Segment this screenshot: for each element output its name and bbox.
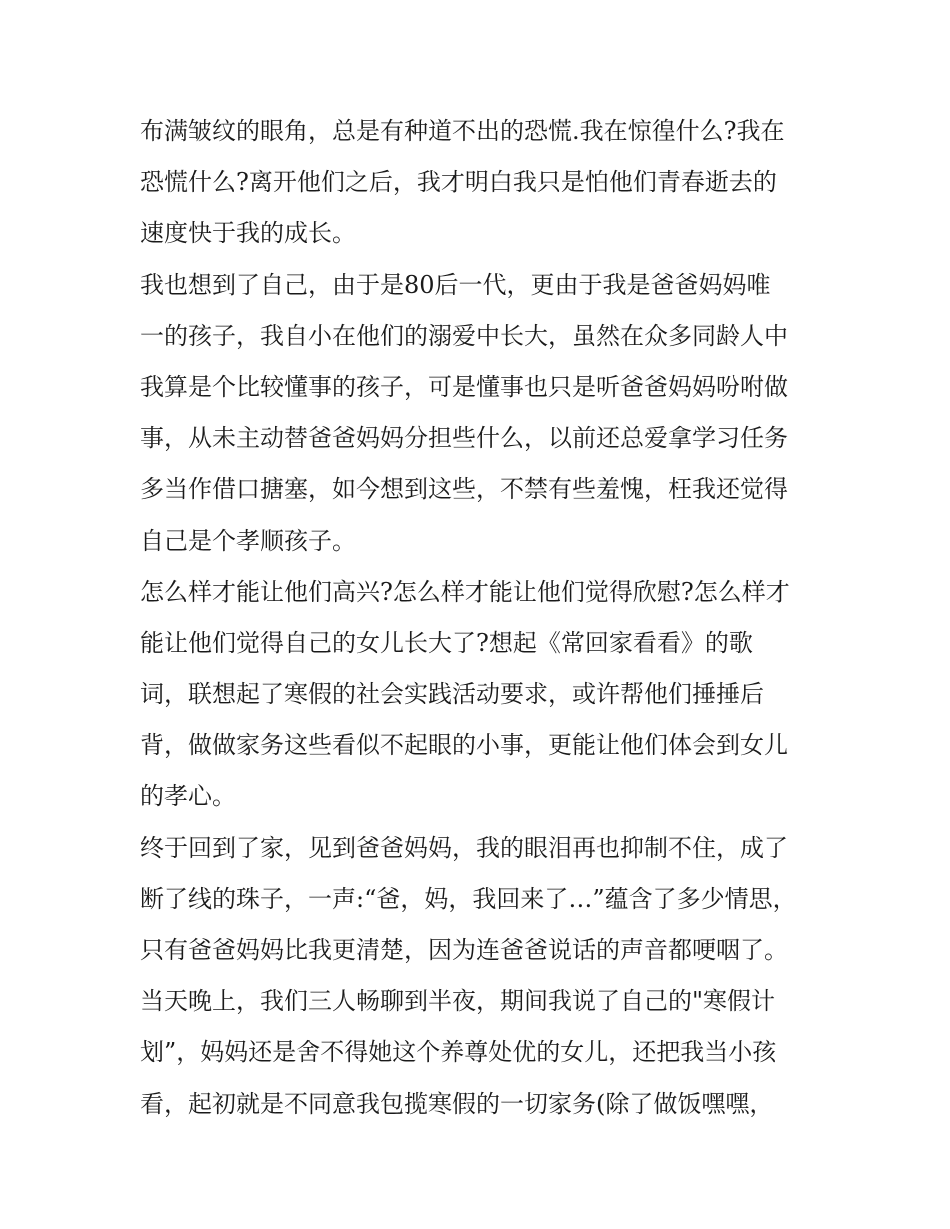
text-line: 我算是个比较懂事的孩子，可是懂事也只是听爸爸妈妈吩咐做 — [140, 372, 788, 401]
text-line: 布满皱纹的眼角，总是有种道不出的恐慌.我在惊徨什么?我在 — [140, 117, 785, 145]
text-line: 只有爸爸妈妈比我更清楚，因为连爸爸说话的声音都哽咽了。 — [140, 936, 788, 964]
body-text — [140, 106, 820, 1130]
text-line: 看，起初就是不同意我包揽寒假的一切家务(除了做饭嘿嘿， — [140, 1089, 774, 1118]
text-line: 能让他们觉得自己的女儿长大了?想起《常回家看看》的歌 — [140, 628, 753, 657]
text-line: 自己是个孝顺孩子。 — [140, 526, 356, 555]
text-line: 词，联想起了寒假的社会实践活动要求，或许帮他们捶捶后 — [140, 680, 764, 709]
text-line: 背，做做家务这些看似不起眼的小事，更能让他们体会到女儿 — [140, 731, 788, 760]
text-line: 划”，妈妈还是舍不得她这个养尊处优的女儿，还把我当小孩 — [140, 1038, 777, 1067]
text-line: 当天晚上，我们三人畅聊到半夜，期间我说了自己的"寒假计 — [140, 987, 776, 1016]
text-line: 速度快于我的成长。 — [140, 219, 356, 248]
text-line: 断了线的珠子，一声:“爸，妈，我回来了…”蕴含了多少情思， — [140, 884, 797, 913]
text-line: 终于回到了家，见到爸爸妈妈，我的眼泪再也抑制不住，成了 — [140, 833, 788, 862]
text-line: 怎么样才能让他们高兴?怎么样才能让他们觉得欣慰?怎么样才 — [140, 577, 790, 606]
text-line: 一的孩子，我自小在他们的溺爱中长大，虽然在众多同龄人中 — [140, 321, 788, 350]
text-line: 多当作借口搪塞，如今想到这些，不禁有些羞愧，枉我还觉得 — [140, 475, 788, 504]
text-line: 的孝心。 — [140, 782, 236, 811]
text-line: 事，从未主动替爸爸妈妈分担些什么，以前还总爱拿学习任务 — [140, 424, 788, 453]
text-line: 恐慌什么?离开他们之后，我才明白我只是怕他们青春逝去的 — [140, 168, 777, 197]
text-line: 我也想到了自己，由于是80后一代，更由于我是爸爸妈妈唯 — [140, 270, 771, 299]
